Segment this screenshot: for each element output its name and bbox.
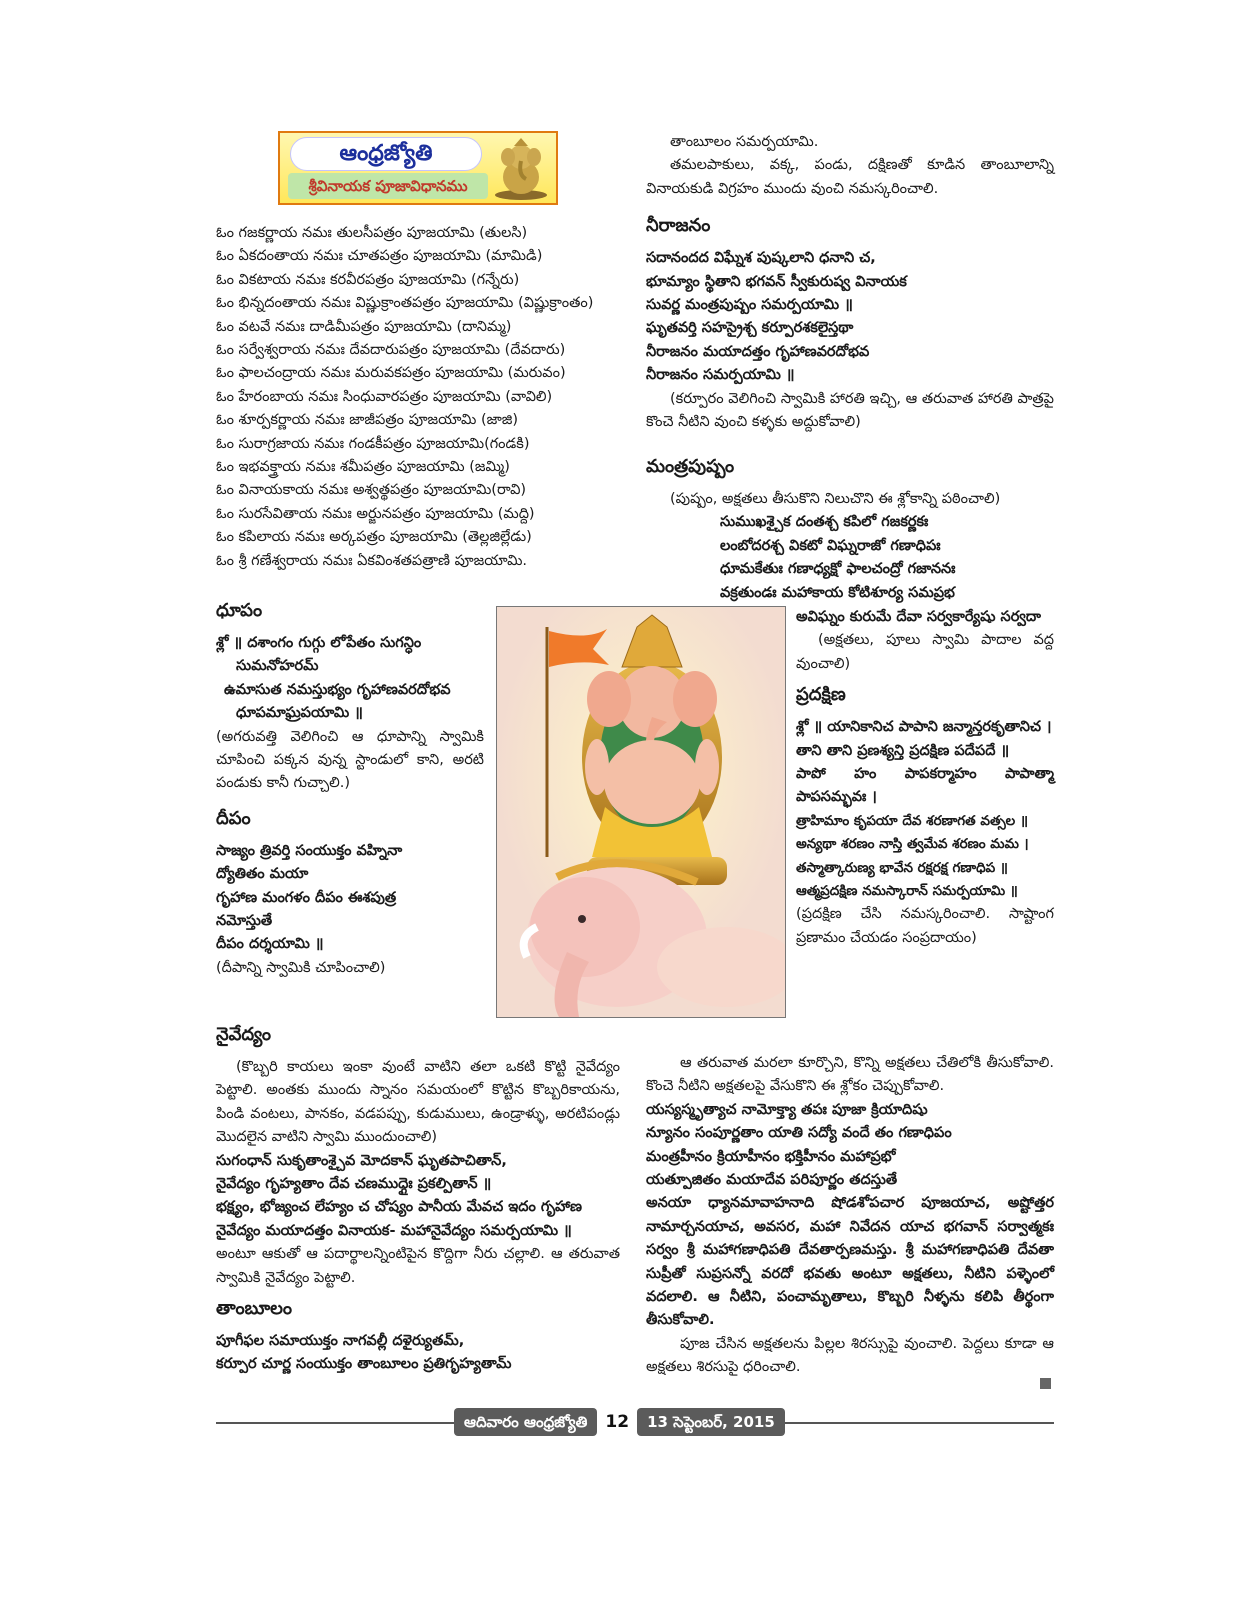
page-number: 12 xyxy=(597,1412,637,1432)
list-item: ఓం వటవే నమః దాడిమీపత్రం పూజయామి (దానిమ్మ) xyxy=(216,318,512,335)
verse-line: భూమ్యాం స్థితాని భగవన్ స్వీకురుష్వ వినాయక xyxy=(646,273,907,290)
instruction-note: తమలపాకులు, వక్క, పండు, దక్షిణతో కూడిన తాంబూలాన్ని వినాయకుడి విగ్రహం ముందు వుంచి నమస్కరించాలి. xyxy=(646,157,1054,197)
verse-line: అవిఘ్నం కురుమే దేవా సర్వకార్యేషు సర్వదా xyxy=(796,609,1042,625)
verse-line: పూగీఫల సమాయుక్తం నాగవల్లీ దళైర్యుతమ్, xyxy=(216,1333,465,1350)
verse-line: న్యూనం సంపూర్ణతాం యాతి సద్యో వందే తం గణాధిపం xyxy=(646,1125,952,1142)
ganesha-illustration xyxy=(496,606,786,1018)
verse-line: సాజ్యం త్రివర్తి సంయుక్తం వహ్నినా xyxy=(216,842,403,859)
list-item: ఓం గజకర్ణాయ నమః తులసీపత్రం పూజయామి (తులసి) xyxy=(216,225,528,241)
verse-line: సుముఖశ్చైక దంతశ్చ కపిలో గజకర్ణకః xyxy=(720,514,929,531)
verse-line: దీపం దర్శయామి ॥ xyxy=(216,936,324,953)
list-item: ఓం భిన్నదంతాయ నమః విష్ణుక్రాంతపత్రం పూజయామి (విష్ణుక్రాంతం) xyxy=(216,295,594,312)
instruction-note: (అగరువత్తి వెలిగించి ఆ ధూపాన్ని స్వామికి చూపించి పక్కన వున్న స్టాండులో కాని, అరటి పండుకు కానీ గుచ్చాలి.) xyxy=(216,728,484,792)
section-heading-tambulam: తాంబూలం xyxy=(216,1298,293,1320)
instruction-note: (దీపాన్ని స్వామికి చూపించాలి) xyxy=(216,959,386,976)
verse-line: ఆత్మప్రదక్షిణ నమస్కారాన్ సమర్పయామి ॥ xyxy=(796,883,1018,900)
list-item: ఓం వినాయకాయ నమః అశ్వత్థపత్రం పూజయామి(రావి) xyxy=(216,482,527,499)
verse-line: యత్పూజితం మయాదేవ పరిపూర్ణం తదస్తుతే xyxy=(646,1172,898,1189)
list-item: ఓం శూర్పకర్ణాయ నమః జాజీపత్రం పూజయామి (జాజి) xyxy=(216,412,519,429)
verse-line: ధూమకేతుః గణాధ్యక్షో ఫాలచంద్రో గజాననః xyxy=(720,561,956,578)
verse-line: ఉమాసుత నమస్తుభ్యం గృహాణవరదోభవ xyxy=(224,681,451,698)
verse-line: త్రాహిమాం కృపయా దేవ శరణాగత వత్సల ॥ xyxy=(796,812,1029,829)
footer-date: 13 సెప్టెంబర్, 2015 xyxy=(637,1408,785,1436)
pradakshina-section xyxy=(796,609,1054,950)
instruction-note: (పుష్పం, అక్షతలు తీసుకొని నిలుచొని ఈ శ్లోకాన్ని పఠించాలి) xyxy=(670,491,1001,507)
verse-line: యస్యస్మృత్యాచ నామోక్త్యా తపః పూజా క్రియాదిషు xyxy=(646,1101,928,1118)
verse-line: తస్మాత్కారుణ్య భావేన రక్షరక్ష గణాధిప ॥ xyxy=(796,859,1008,876)
footer-publication: ఆదివారం ఆంధ్రజ్యోతి xyxy=(454,1408,597,1436)
instruction-note: (ప్రదక్షిణ చేసి నమస్కరించాలి. సాష్టాంగ ప్రణామం చేయడం సంప్రదాయం) xyxy=(796,906,1054,946)
section-heading-neerajanam: నీరాజనం xyxy=(646,215,711,237)
instruction-note: పూజ చేసిన అక్షతలను పిల్లల శిరస్సుపై వుంచాలి. పెద్దలు కూడా ఆ అక్షతలు శిరసుపై ధరించాలి. xyxy=(646,1335,1054,1376)
section-heading-pradakshina: ప్రదక్షిణ xyxy=(796,684,846,706)
verse-line: సదానందద విఘ్నేశ పుష్కలాని ధనాని చ, xyxy=(646,250,876,267)
verse-line: మంత్రహీనం క్రియాహీనం భక్తిహీనం మహాప్రభో xyxy=(646,1148,896,1165)
instruction-note: (కర్పూరం వెలిగించి స్వామికి హారతి ఇచ్చి, ఆ తరువాత హారతి పాత్రపై కొంచె నీటిని వుంచి కళ్ళకు అద్దుకోవాలి) xyxy=(646,390,1054,431)
instruction-note: (అక్షతలు, పూలు స్వామి పాదాల వద్ద వుంచాలి) xyxy=(796,632,1054,672)
list-item: ఓం హేరంబాయ నమః సింధువారపత్రం పూజయామి (వావిలి) xyxy=(216,388,553,405)
ganesha-on-elephant-illustration xyxy=(497,607,786,1018)
page-footer xyxy=(454,1408,785,1436)
verse-line: కర్పూర చూర్ణ సంయుక్తం తాంబూలం ప్రతిగృహ్యతామ్ xyxy=(216,1356,512,1373)
list-item: ఓం ఏకదంతాయ నమః చూతపత్రం పూజయామి (మామిడి) xyxy=(216,248,543,265)
closing-section xyxy=(646,1052,1054,1380)
patra-puja-list xyxy=(216,222,594,573)
verse-line: నీరాజనం మయాదత్తం గృహాణవరదోభవ xyxy=(646,343,870,360)
list-item: ఓం శ్రీ గణేశ్వరాయ నమః ఏకవింశతపత్రాణి పూజయామి. xyxy=(216,552,528,569)
list-item: ఓం ఫాలచంద్రాయ నమః మరువకపత్రం పూజయామి (మరువం) xyxy=(216,365,566,382)
mantrapushpam-section xyxy=(646,448,1054,605)
dhupam-deepam-section xyxy=(216,592,484,980)
verse-line: లంబోదరశ్చ వికటో విఘ్నరాజో గణాధిపః xyxy=(720,537,941,554)
section-heading-deepam: దీపం xyxy=(216,807,251,829)
verse-line: సుగంధాన్ సుకృతాంశ్చైవ మోదకాన్ ఘృతపాచితాన్, xyxy=(216,1152,507,1169)
list-item: ఓం వికటాయ నమః కరవీరపత్రం పూజయామి (గన్నేరు) xyxy=(216,271,520,288)
verse-line: భక్ష్యం, భోజ్యంచ లేహ్యం చ చోష్యం పానీయ మేవచ ఇదం గృహాణ xyxy=(216,1199,582,1216)
verse-paragraph: అనయా ధ్యానమావాహనాది షోడశోపచార పూజయాచ, అష్టోత్తర నామార్చనయాచ, అవసర, మహా నివేదన యాచ భగవాన్ సర్వాత్మకః సర్వం శ్రీ మహాగణాధిపతి దేవతార్పణమస్తు. శ్రీ మహాగణాధిపతి దేవతా సుప్రీతో సుప్రసన్నో వరదో భవతు అంటూ అక్షతలు, నీటిని పళ్ళెంలో వదలాలి. ఆ నీటిని, పంచామృతాలు, కొబ్బరి నీళ్ళను కలిపి తీర్థంగా తీసుకోవాలి. xyxy=(646,1195,1054,1329)
section-heading-dhupam: ధూపం xyxy=(216,600,263,621)
list-item: ఓం కపిలాయ నమః అర్కపత్రం పూజయామి (తెల్లజిల్లేడు) xyxy=(216,529,532,546)
end-mark-icon xyxy=(1040,1378,1051,1389)
instruction-note: (కొబ్బరి కాయలు ఇంకా వుంటే వాటిని తలా ఒకటి కొట్టి నైవేద్యం పెట్టాలి. అంతకు ముందు స్నానం సమయంలో కొట్టిన కొబ్బరికాయను, పిండి వంటలు, పానకం, వడపప్పు, కుడుములు, ఉండ్రాళ్ళు, అరటిపండ్లు మొదలైన వాటిని స్వామి ముందుంచాలి) xyxy=(216,1059,620,1146)
verse-line: తాంబూలం సమర్పయామి. xyxy=(670,134,819,150)
banner-subtitle: శ్రీవినాయక పూజావిధానము xyxy=(288,173,488,199)
verse-line: సువర్ణ మంత్రపుష్పం సమర్పయామి ॥ xyxy=(646,297,853,314)
banner-title: ఆంధ్రజ్యోతి xyxy=(290,137,482,171)
verse-line: అన్యథా శరణం నాస్తి త్వమేవ శరణం మమ । xyxy=(796,836,1029,853)
verse-line: వక్రతుండః మహాకాయ కోటిశూర్య సమప్రభ xyxy=(720,584,955,601)
verse-line: ద్యోతితం మయా xyxy=(216,866,309,883)
instruction-note: ఆ తరువాత మరలా కూర్చొని, కొన్ని అక్షతలు చేతిలోకి తీసుకోవాలి. కొంచె నీటిని అక్షతలపై వేసుకొని ఈ శ్లోకం చెప్పుకోవాలి. xyxy=(646,1055,1054,1095)
masthead-banner xyxy=(278,131,558,205)
verse-line: నమోస్తుతే xyxy=(216,913,273,930)
instruction-note: అంటూ ఆకుతో ఆ పదార్థాలన్నింటిపైన కొద్దిగా నీరు చల్లాలి. ఆ తరువాత స్వామికి నైవేద్యం పెట్టాలి. xyxy=(216,1246,620,1286)
naivedyam-section xyxy=(216,1016,620,1377)
verse-line: గృహాణ మంగళం దీపం ఈశపుత్ర xyxy=(216,889,397,906)
list-item: ఓం సర్వేశ్వరాయ నమః దేవదారుపత్రం పూజయామి (దేవదారు) xyxy=(216,342,566,359)
verse-line: పాపో హం పాపకర్మాహం పాపాత్మా పాపసమ్భవః । xyxy=(796,766,1054,806)
section-heading-mantrapushpam: మంత్రపుష్పం xyxy=(646,456,735,477)
verse-line: శ్లో ॥ దశాంగం గుగ్గు లోపేతం సుగన్ధిం xyxy=(216,635,422,651)
list-item: ఓం ఇభవక్త్రాయ నమః శమీపత్రం పూజయామి (జమ్మి) xyxy=(216,459,510,476)
verse-line: నైవేద్యం గృహ్యతాం దేవ చణముద్గైః ప్రకల్పితాన్ ॥ xyxy=(216,1176,492,1193)
neerajanam-section xyxy=(646,131,1054,434)
section-heading-naivedyam: నైవేద్యం xyxy=(216,1024,271,1045)
verse-line: ఘృతవర్తి సహస్రైశ్చ కర్పూరశకలైస్తథా xyxy=(646,320,854,337)
verse-line: శ్లో ॥ యానికానిచ పాపాని జన్మాన్తరకృతానిచ । xyxy=(796,719,1052,736)
verse-line: తాని తాని ప్రణశ్యన్తి ప్రదక్షిణ పదేపదే ॥ xyxy=(796,742,1010,759)
list-item: ఓం సురసేవితాయ నమః అర్జునపత్రం పూజయామి (మద్ది) xyxy=(216,505,535,522)
verse-line: ధూపమాఘ్రపయామి ॥ xyxy=(236,705,363,722)
list-item: ఓం సురాగ్రజాయ నమః గండకీపత్రం పూజయామి(గండకి) xyxy=(216,435,530,452)
verse-line: నీరాజనం సమర్పయామి ॥ xyxy=(646,367,795,384)
verse-line: నైవేద్యం మయాదత్తం వినాయక- మహానైవేద్యం సమర్పయామి ॥ xyxy=(216,1222,572,1239)
ganesha-idol-icon xyxy=(492,137,550,201)
verse-line: సుమనోహరమ్ xyxy=(236,658,319,675)
